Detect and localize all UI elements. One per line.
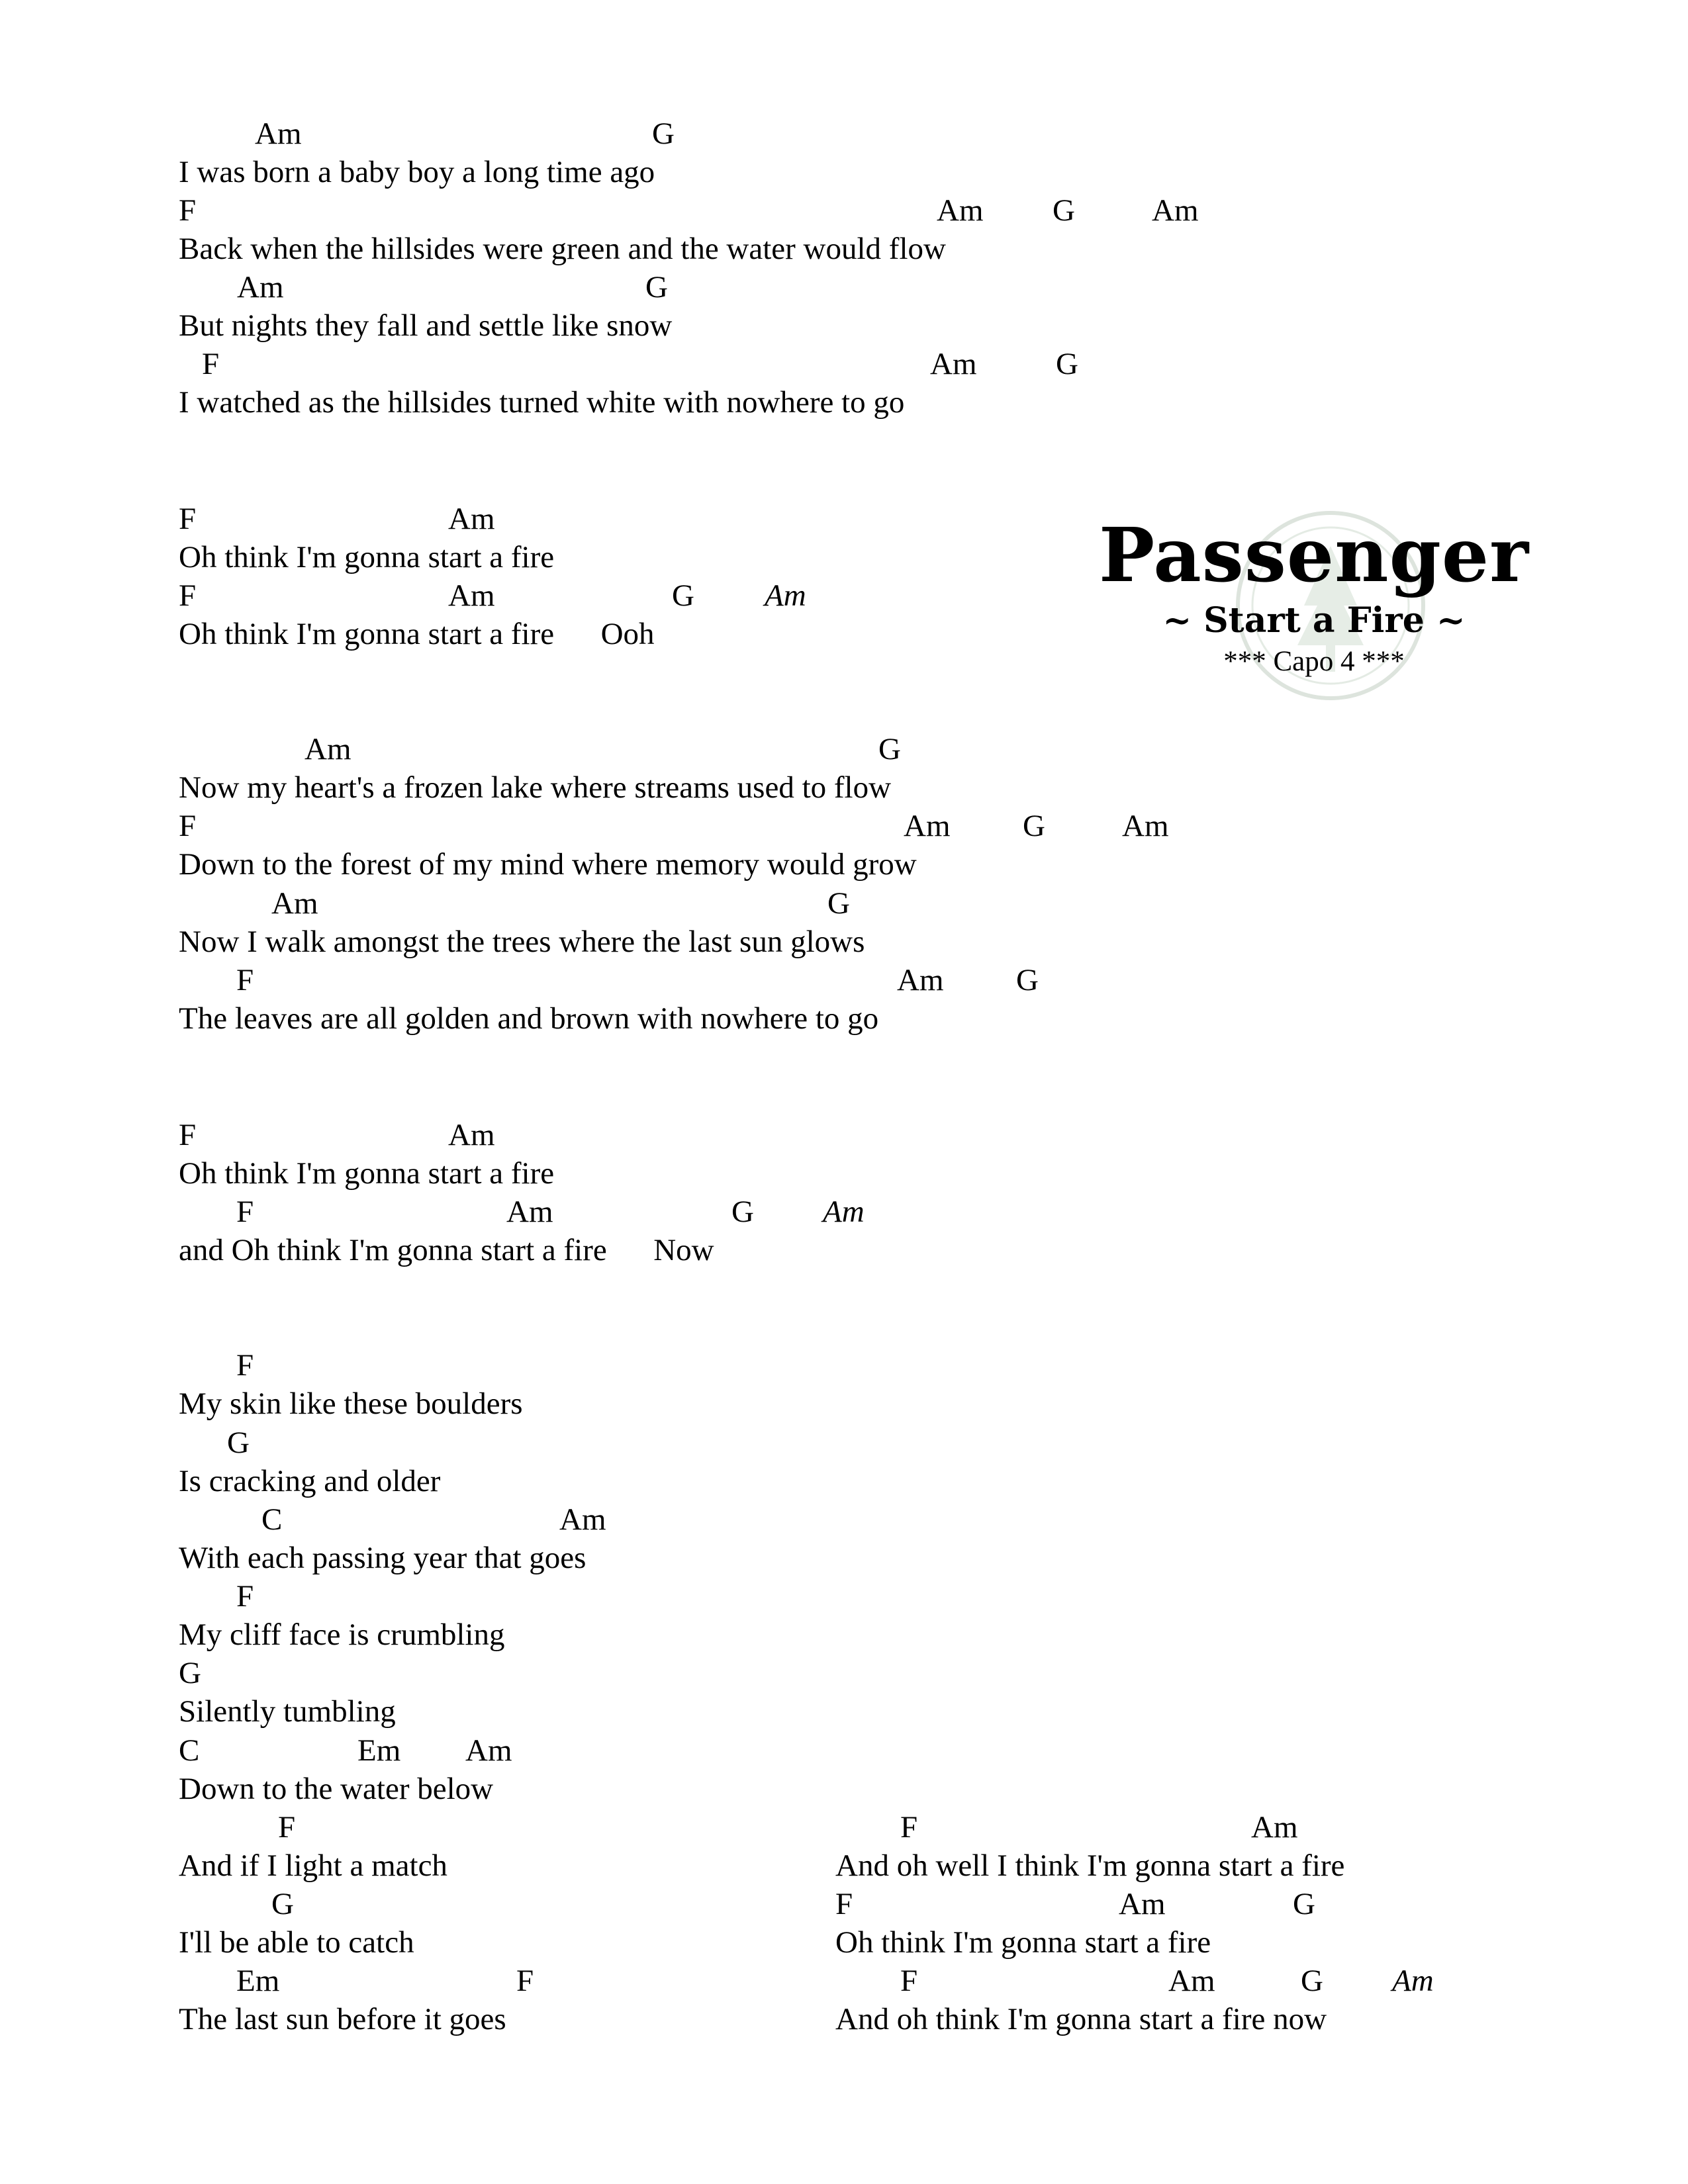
chord-row xyxy=(0,1962,1688,2000)
chord-row xyxy=(0,114,1688,153)
lyric-line: My cliff face is crumbling xyxy=(179,1617,505,1652)
chord-label: G xyxy=(1053,193,1075,228)
chord-row xyxy=(0,884,1688,923)
chord-label: F xyxy=(179,1118,197,1152)
chord-label: C xyxy=(261,1502,283,1537)
lyric-line: And if I light a match xyxy=(179,1848,447,1883)
chord-row xyxy=(0,961,1688,999)
chord-label: Am xyxy=(305,732,352,766)
lyric-line: Is cracking and older xyxy=(179,1464,441,1498)
lyric-line: Back when the hillsides were green and the water would flow xyxy=(179,232,946,266)
lyric-line: Down to the water below xyxy=(179,1772,494,1806)
chord-label: G xyxy=(227,1426,250,1460)
chord-row xyxy=(0,1424,1688,1462)
song-title: ~ Start a Fire ~ xyxy=(1162,600,1466,641)
chord-label: Am xyxy=(823,1195,865,1229)
chord-label: F xyxy=(179,502,197,536)
chord-label: Am xyxy=(506,1195,553,1229)
chord-label: F xyxy=(236,1579,254,1614)
chord-row xyxy=(0,1116,1688,1154)
lyric-line: My skin like these boulders xyxy=(179,1387,523,1421)
lyric-line: The leaves are all golden and brown with nowhere to go xyxy=(179,1001,879,1036)
chord-label: C xyxy=(179,1733,200,1768)
chord-label: G xyxy=(672,578,694,613)
chord-label: G xyxy=(652,116,675,151)
chord-row xyxy=(0,191,1688,230)
lyric-line: Oh think I'm gonna start a fire Ooh xyxy=(179,617,655,651)
lyric-line: Silently tumbling xyxy=(179,1694,396,1729)
chord-label: Am xyxy=(1122,809,1169,843)
chord-label: Am xyxy=(937,193,984,228)
chord-label: Am xyxy=(897,963,944,997)
chord-row xyxy=(0,1500,1688,1539)
chord-label: Am xyxy=(448,502,495,536)
chord-row xyxy=(0,345,1688,383)
lyric-line: And oh think I'm gonna start a fire now xyxy=(835,2002,1327,2036)
lyric-line: I watched as the hillsides turned white with nowhere to go xyxy=(179,385,905,420)
chord-label: G xyxy=(271,1887,294,1921)
chord-label: G xyxy=(827,886,850,921)
chord-row xyxy=(0,268,1688,306)
chord-label: G xyxy=(1056,347,1078,381)
chord-row xyxy=(0,730,1688,768)
chord-label: Em xyxy=(236,1964,280,1998)
chord-label: Am xyxy=(1251,1810,1298,1844)
chord-label: F xyxy=(835,1887,853,1921)
chord-label: F xyxy=(516,1964,534,1998)
lyric-line: I was born a baby boy a long time ago xyxy=(179,155,655,189)
chord-label: Am xyxy=(1152,193,1199,228)
chord-label: Am xyxy=(559,1502,606,1537)
chord-row xyxy=(0,1731,1688,1770)
chord-row xyxy=(0,1885,1688,1923)
chord-row xyxy=(0,1808,1688,1846)
chord-label: G xyxy=(179,1656,201,1690)
lyric-line: Now my heart's a frozen lake where streams used to flow xyxy=(179,770,892,805)
lyric-line: But nights they fall and settle like snow xyxy=(179,308,673,343)
chord-row xyxy=(0,1654,1688,1692)
chord-label: Am xyxy=(1119,1887,1166,1921)
chord-label: F xyxy=(179,193,197,228)
chord-label: Am xyxy=(255,116,302,151)
chord-label: G xyxy=(1023,809,1045,843)
capo-note: *** Capo 4 *** xyxy=(1223,646,1405,677)
chord-label: Am xyxy=(448,578,495,613)
chord-label: Am xyxy=(237,270,284,304)
chord-label: G xyxy=(1016,963,1039,997)
chord-row xyxy=(0,1193,1688,1231)
lyric-line: and Oh think I'm gonna start a fire Now xyxy=(179,1233,714,1267)
chord-row xyxy=(0,807,1688,845)
lyric-line: And oh well I think I'm gonna start a fire xyxy=(835,1848,1345,1883)
chord-label: Am xyxy=(904,809,951,843)
chord-label: G xyxy=(645,270,668,304)
chord-label: Am xyxy=(271,886,318,921)
chord-label: F xyxy=(179,809,197,843)
lyric-line: The last sun before it goes xyxy=(179,2002,506,2036)
lyric-line: I'll be able to catch xyxy=(179,1925,414,1960)
lyric-line: Oh think I'm gonna start a fire xyxy=(179,540,555,574)
lyric-line: Now I walk amongst the trees where the last sun glows xyxy=(179,925,865,959)
chord-label: F xyxy=(900,1964,918,1998)
chord-label: G xyxy=(878,732,901,766)
song-header-logo xyxy=(1099,503,1529,715)
lyric-line: Down to the forest of my mind where memory would grow xyxy=(179,847,917,882)
lyric-line: With each passing year that goes xyxy=(179,1541,586,1575)
chord-row xyxy=(0,1577,1688,1615)
chord-label: G xyxy=(1301,1964,1323,1998)
chord-label: F xyxy=(179,578,197,613)
chord-label: Am xyxy=(448,1118,495,1152)
chord-label: Am xyxy=(465,1733,512,1768)
chord-row xyxy=(0,1346,1688,1385)
chord-label: F xyxy=(202,347,220,381)
chord-label: G xyxy=(1293,1887,1315,1921)
lyric-line: Oh think I'm gonna start a fire xyxy=(835,1925,1211,1960)
chord-label: Am xyxy=(765,578,806,613)
chord-label: G xyxy=(731,1195,754,1229)
chord-label: F xyxy=(278,1810,296,1844)
chord-label: F xyxy=(236,1195,254,1229)
chord-label: Am xyxy=(1168,1964,1215,1998)
lyric-line: Oh think I'm gonna start a fire xyxy=(179,1156,555,1191)
chord-label: F xyxy=(236,1348,254,1383)
artist-title: Passenger xyxy=(1099,512,1530,599)
chord-label: Am xyxy=(930,347,977,381)
chord-label: Am xyxy=(1392,1964,1434,1998)
chord-label: F xyxy=(900,1810,918,1844)
chord-label: F xyxy=(236,963,254,997)
chord-label: Em xyxy=(357,1733,401,1768)
